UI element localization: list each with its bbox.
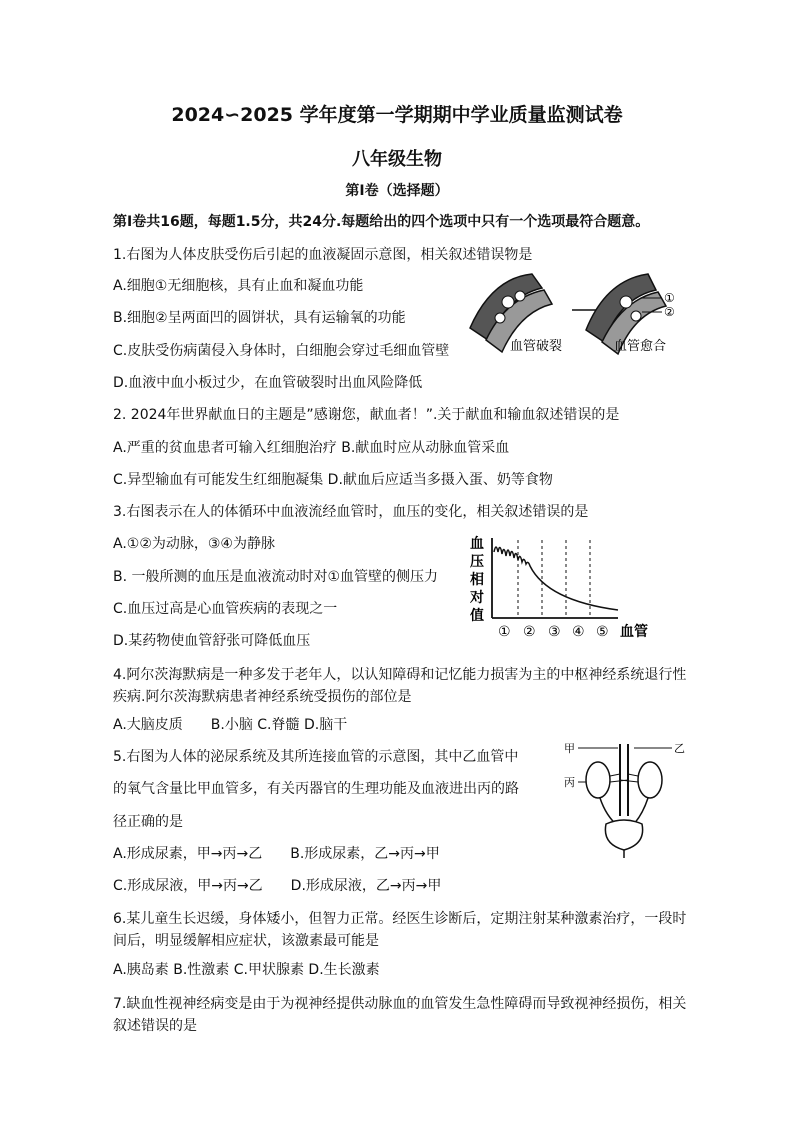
urinary-system-figure [562, 740, 692, 860]
marker-2-label: ② [664, 305, 675, 319]
question-2-options-ab: A.严重的贫血患者可输入红细胞治疗 B.献血时应从动脉血管采血 [113, 440, 510, 456]
pressure-curve [494, 547, 618, 610]
question-6-stem: 6.某儿童生长迟缓，身体矮小，但智力正常。经医生诊断后，定期注射某种激素治疗，一段时间后，明显缓解相应症状，该激素最可能是 [113, 911, 687, 949]
question-4-options: A.大脑皮质 B.小脑 C.脊髓 D.脑干 [113, 717, 348, 733]
question-5-stem-line-1: 5.右图为人体的泌尿系统及其所连接血管的示意图，其中乙血管中 [113, 749, 519, 765]
question-7-stem: 7.缺血性视神经病变是由于为视神经提供动脉血的血管发生急性障碍而导致视神经损伤，相关叙述错误的是 [113, 996, 687, 1034]
question-1-option-a: A.细胞①无细胞核，具有止血和凝血功能 [113, 278, 364, 294]
label-jia: 甲 [564, 742, 575, 755]
renal-vessels [610, 774, 638, 782]
tick-3: ③ [548, 624, 561, 640]
right-kidney [638, 762, 662, 798]
left-kidney [586, 762, 610, 798]
question-3-option-c: C.血压过高是心血管疾病的表现之一 [113, 601, 338, 617]
blood-pressure-figure [468, 532, 688, 644]
tick-1: ① [498, 624, 511, 640]
label-yi: 乙 [674, 742, 685, 755]
healed-vessel-label: 血管愈合 [614, 339, 667, 354]
question-6-options: A.胰岛素 B.性激素 C.甲状腺素 D.生长激素 [113, 962, 380, 978]
question-3-option-d: D.某药物使血管舒张可降低血压 [113, 633, 311, 649]
bladder [605, 820, 642, 850]
marker-1-label: ① [664, 291, 675, 305]
question-5-stem-line-2: 的氧气含量比甲血管多，有关丙器官的生理功能及血液进出丙的路 [113, 781, 519, 797]
question-5-options-ab: A.形成尿素，甲→丙→乙 B.形成尿素，乙→丙→甲 [113, 846, 440, 862]
ylabel-char-5: 值 [470, 608, 484, 624]
question-2-options-cd: C.异型输血有可能发生红细胞凝集 D.献血后应适当多摄入蛋、奶等食物 [113, 472, 553, 488]
question-1-stem: 1.右图为人体皮肤受伤后引起的血液凝固示意图，相关叙述错误物是 [113, 247, 533, 263]
ylabel-char-1: 血 [470, 536, 484, 552]
ylabel-char-4: 对 [470, 590, 484, 606]
tick-5: ⑤ [596, 624, 609, 640]
question-5-stem-line-3: 径正确的是 [113, 814, 183, 830]
section-instructions: 第Ⅰ卷共16题，每题1.5分，共24分.每题给出的四个选项中只有一个选项最符合题意。 [113, 214, 650, 230]
question-3-stem: 3.右图表示在人的体循环中血液流经血管时，血压的变化，相关叙述错误的是 [113, 504, 589, 520]
section-heading: 第Ⅰ卷（选择题） [345, 183, 449, 199]
ylabel-char-3: 相 [470, 572, 484, 588]
blood-clot-figure [462, 268, 692, 358]
x-axis-label: 血管 [620, 624, 648, 640]
question-5-options-cd: C.形成尿液，甲→丙→乙 D.形成尿液，乙→丙→甲 [113, 878, 442, 894]
question-4-stem: 4.阿尔茨海默病是一种多发于老年人，以认知障碍和记忆能力损害为主的中枢神经系统退行性疾病.阿尔茨海默病患者神经系统受损伤的部位是 [113, 667, 687, 705]
exam-title: 2024∽2025 学年度第一学期期中学业质量监测试卷 [171, 104, 623, 126]
label-bing: 丙 [564, 776, 575, 789]
question-1-option-c: C.皮肤受伤病菌侵入身体时，白细胞会穿过毛细血管壁 [113, 343, 450, 359]
tick-2: ② [523, 624, 536, 640]
tick-4: ④ [572, 624, 585, 640]
question-1-option-d: D.血液中血小板过少，在血管破裂时出血风险降低 [113, 375, 423, 391]
question-2-stem: 2. 2024年世界献血日的主题是”感谢您，献血者！”.关于献血和输血叙述错误的是 [113, 407, 620, 423]
question-3-option-a: A.①②为动脉，③④为静脉 [113, 536, 275, 552]
question-3-option-b: B. 一般所测的血压是血液流动时对①血管壁的侧压力 [113, 569, 439, 585]
broken-vessel-label: 血管破裂 [510, 339, 563, 354]
question-1-option-b: B.细胞②呈两面凹的圆饼状，具有运输氧的功能 [113, 310, 406, 326]
ylabel-char-2: 压 [470, 554, 484, 570]
exam-subject: 八年级生物 [352, 149, 442, 170]
